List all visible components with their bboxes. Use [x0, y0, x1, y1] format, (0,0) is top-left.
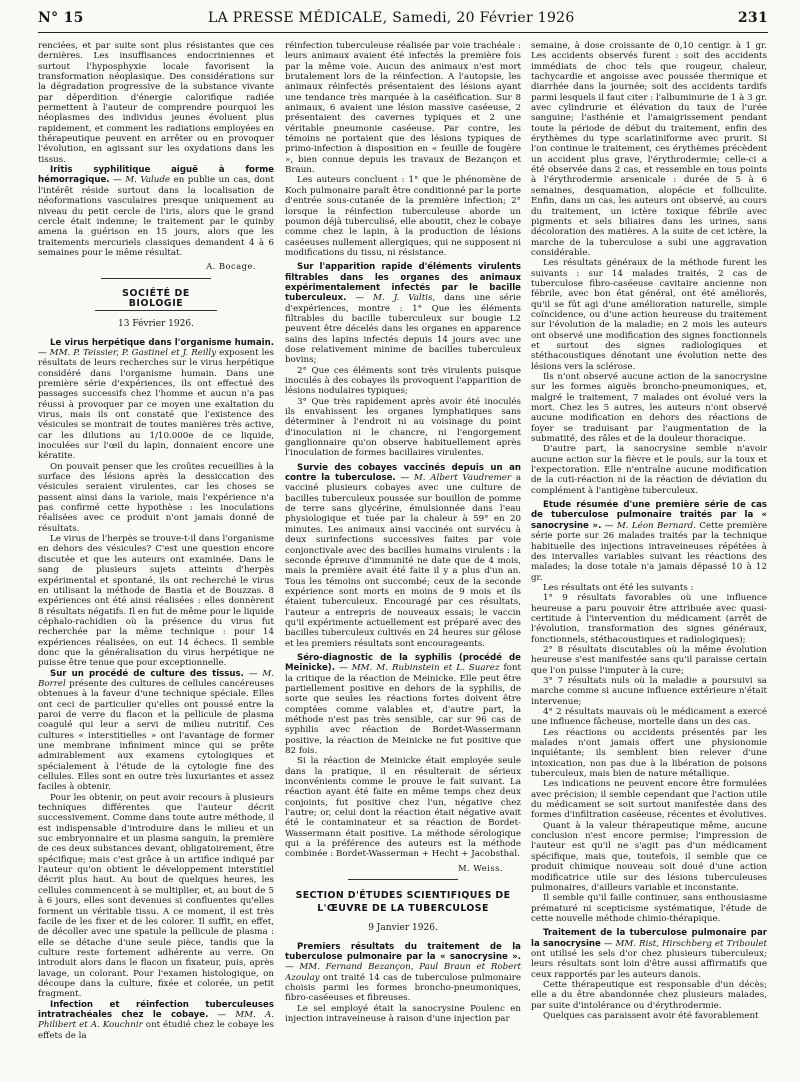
paragraph: Les indications ne peuvent encore être formulées avec précision; il semble cependant que l'action utile du médicament se soit surtout manifestée dans des formes d'infiltration caséeuse, récentes et évolutives.: [531, 779, 767, 821]
paragraph: 2° 8 résultats discutables où la même évolution heureuse s'est manifestée sans qu'il paraisse certain que l'on puisse l'imputer à la cure;: [531, 644, 767, 676]
article-text: Cette première série porte sur 26 malades traités par la technique habituelle des injections intraveineuses répétées à des intervalles variables suivant les réactions des malades; la dose totale n'a jamais dépassé 10 à 12 gr.: [531, 520, 767, 583]
paragraph: Les résultats généraux de la méthode furent les suivants : sur 14 malades traités, 2 cas de tuberculose fibro-caséeuse cavitaire ancienne non fébrile, avec bon état général, ont été améliorés, qu'il se fût agi d'une amélioration naturelle, simple coïncidence, ou d'une action heureuse du traitement sur l'évolution de la maladie; en 2 mois les auteurs ont observé une modification des signes fonctionnels et surtout des signes radiologiques et stéthacoustiques dénotant une évolution nette des lésions vers la sclérose.: [531, 258, 767, 372]
article-survie: [285, 463, 521, 649]
article-culture: [38, 669, 274, 793]
article-text: ont étudié chez le cobaye les effets de la: [38, 1020, 274, 1041]
paragraph: 3° Que très rapidement après avoir été inoculés ils envahissent les organes lymphatiques sans déterminer à l'endroit ni au voisinage du point d'inoculation ni le chancre, ni l'engorgement ganglionnaire qu'on observe habituellement après l'inoculation de formes bacillaires virulentes.: [285, 396, 521, 459]
article-infection: [38, 1000, 274, 1041]
article-heading: Iritis syphilitique aiguë à forme hémorragique.: [38, 165, 274, 186]
paragraph: On pouvait penser que les croûtes recueillies à la surface des lésions après la dessiccation des vésicules seraient virulentes, car les choses se passent ainsi dans la variole, mais l'expérience n'a pas confirmé cette hypothèse : les inoculations réalisées avec ce produit n'ont jamais donné de résultats.: [38, 461, 274, 534]
article-heading: Le virus herpétique dans l'organisme humain.: [50, 337, 274, 348]
article-heading: Sur un procédé de culture des tissus.: [50, 668, 244, 679]
paragraph: D'autre part, la sanocrysine semble n'avoir aucune action sur la fièvre et le pouls, sur la toux et l'expectoration. Elle n'entraîne aucune modification de la cuti-réaction ni de la réaction de déviation du complément à l'antigène tuberculeux.: [531, 444, 767, 496]
article-text: ont traité 14 cas de tuberculose pulmonaire choisis parmi les formes broncho-pneumoniques, fibro-caséeuses et fibreuses.: [285, 972, 521, 1004]
paragraph: Les résultats ont été les suivants :: [543, 582, 694, 593]
article-heading: Séro-diagnostic de la syphilis (procédé de Meinicke).: [285, 652, 521, 674]
article-text: exposent les résultats de leurs recherches sur le virus herpétique considéré dans l'organisme humain. Dans une première série d'expériences, ils ont effectué des passages successifs chez l'homme et aucun n'a pas réussi à provoquer par ce moyen une exaltation du virus, mais ils ont constaté que l'existence des vésicules se montrait de toutes manières très active, car les dilutions au 1/10.000e de ce liquide, inoculées sur l'œil du lapin, donnaient encore une kératite.: [38, 347, 274, 462]
article-heading: Premiers résultats du traitement de la tuberculose pulmonaire par la « sanocrysine ».: [285, 941, 521, 962]
article-virus: [38, 338, 274, 462]
article-iritis: [38, 165, 274, 258]
article-author: — M. Borrel: [38, 668, 274, 689]
signature: M. Weiss.: [458, 862, 503, 873]
paragraph: Si la réaction de Meinicke était employée seule dans la pratique, il en résulterait de sérieux inconvénients comme le prouve le fait suivant. La réaction ayant été faite en même temps chez deux conjoints, fut positive chez l'un, négative chez l'autre; or, celui dont la réaction était négative avait été le contaminateur et sa réaction de Bordet-Wassermann était positive. La méthode sérologique qui a la préférence des auteurs est la méthode combinée : Bordet-Wasserman + Hecht + Jacobsthal.: [285, 756, 521, 860]
paragraph: Le sel employé était la sanocrysine Poulenc en injection intraveineuse à raison d'une injection par: [285, 1003, 521, 1024]
paragraph: 3° 7 résultats nuls où la maladie a poursuivi sa marche comme si aucune influence extérieure n'était intervenue;: [531, 675, 767, 707]
article-text: font la critique de la réaction de Meinicke. Elle peut être partiellement positive en dehors de la syphilis, de sorte que seules les réactions fortes doivent être comptées comme valables et, d'autre part, la méthode n'est pas très sensible, car sur 96 cas de syphilis avec réaction de Bordet-Wassermann positive, la réaction de Meinicke ne fut positive que 82 fois.: [285, 663, 521, 757]
article-filtrable: [285, 262, 521, 365]
article-author: — MM. A. Philibert et A. Kouchnir: [38, 1009, 274, 1031]
article-author: — MM. P. Teissier, P. Gastinel et J. Reilly: [38, 347, 217, 358]
section-date: 9 Janvier 1926.: [368, 923, 438, 934]
article-etude: [531, 500, 767, 583]
article-traitement: [531, 928, 767, 980]
signature: A. Bocage.: [206, 261, 256, 272]
article-text: a vacciné plusieurs cobayes avec une culture de bacilles tuberculeux poussée sur bouillon de pomme de terre sans glycérine, émulsionnée dans l'eau physiologique et tuée par la chaleur à 59° en 20 minutes. Les animaux ainsi vaccinés ont survécu à deux surinfections successives faites par voie conjonctivale avec des bacilles humains virulents : la seconde épreuve d'immunité ne date que de 4 mois, mais la première avait été faite il y a plus d'un an. Tous les témoins ont succombé; ceux de la seconde expérience sont morts en moins de 9 mois et ils étaient tuberculeux. Encouragé par ces résultats, l'auteur a entrepris de nouveaux essais; le vaccin qu'il expérimente actuellement est préparé avec des bacilles tuberculeux cultivés en 24 heures sur gélose et les premiers résultats sont encourageants.: [285, 473, 521, 649]
paragraph: Les auteurs concluent : 1° que le phénomène de Koch pulmonaire paraît être conditionné par la porte d'entrée sous-cutanée de la première infection; 2° lorsque la réinfection tuberculeuse aborde un poumon déjà tuberculisé, elle aboutit, chez le cobaye comme chez le lapin, à la production de lésions caséeuses nullement allergiques, qui ne supposent ni modifications du tissu, ni résistance.: [285, 175, 521, 258]
article-heading: Sur l'apparition rapide d'éléments virulents filtrables dans les organes des animaux expérimentalement infectés par le bacille tuberculeux.: [285, 262, 521, 304]
header-rule: [38, 32, 768, 33]
paragraph: Les réactions ou accidents présentés par les malades n'ont jamais offert une physionomie inquiétante; ils semblent bien relever d'une intoxication, non pas due à la libération de poisons tuberculeux, mais bien de nature métallique.: [531, 727, 767, 780]
article-heading: Infection et réinfection tuberculeuses intratrachéales chez le cobaye.: [38, 999, 274, 1020]
article-text: ont utilisé les sels d'or chez plusieurs tuberculeux; leurs résultats sont loin d'être aussi affirmatifs que ceux rapportés par les auteurs danois.: [531, 948, 767, 980]
section-divider: [348, 879, 458, 880]
article-text: présente des cultures de cellules cancéreuses obtenues à la faveur d'une technique spéciale. Elles ont ceci de particulier qu'elles ont poussé entre la paroi de verre du flacon et la pellicule de plasma coagulé qui leur a servi de milieu nutritif. Ces cultures « interstitielles » ont l'avantage de former une membrane infiniment mince qui se prête admirablement aux examens cytologiques et spécialement à l'étude de la cytologie fine des cellules. Elles sont en outre très luxuriantes et assez faciles à obtenir.: [38, 678, 274, 793]
article-heading: Traitement de la tuberculose pulmonaire par la sanocrysine: [531, 928, 767, 949]
article-premiers: [285, 942, 521, 1004]
journal-title: LA PRESSE MÉDICALE, Samedi, 20 Février 1926: [208, 10, 575, 26]
issue-number: N° 15: [38, 10, 84, 26]
article-author: — MM. Fernand Bezançon, Paul Braun et Robert Azoulay: [285, 962, 521, 983]
paragraph: Cette thérapeutique est responsable d'un décès; elle a du être abandonnée chez plusieurs malades, par suite d'intolérance ou d'érythrodermie.: [531, 979, 767, 1011]
paragraph: Il semble qu'il faille continuer, sans enthousiasme prématuré ni scepticisme systématique, l'étude de cette nouvelle méthode chimio-thérapique.: [531, 893, 767, 924]
article-author: — MM. Rist, Hirschberg et Triboulet: [603, 938, 767, 949]
article-author: — M. Valude: [113, 175, 171, 186]
column-3: [531, 41, 767, 1071]
article-author: — M. Albert Vaudremer: [400, 473, 512, 484]
article-author: — MM. M. Rubinstein et L. Suarez: [339, 663, 500, 674]
paragraph: renciées, et par suite sont plus résistantes que ces dernières. Les insuffisances endocriniennes et surtout l'hyposphyxie locale favorisent la transformation néoplasique. Des considérations sur la dégradation progressive de la substance vivante par déperdition d'énergie calorifique radiée permettent à l'auteur de comprendre pourquoi les néoplasmes des individus jeunes évoluent plus rapidement, et comment les radiations employées en thérapeutique peuvent en arrêter ou en provoquer l'évolution, en agissant sur les oxydations dans les tissus.: [38, 41, 274, 165]
article-sero: [285, 653, 521, 756]
paragraph: réinfection tuberculeuse réalisée par voie trachéale : leurs animaux avaient été infectés la première fois par la même voie. Aucun des animaux n'est mort brutalement lors de la réinfection. A l'autopsie, les animaux réinfectés présentaient des lésions ayant une tendance très marquée à la caséification. Sur 8 animaux, 6 avaient une lésion massive caséeuse, 2 présentaient des cavernes typiques et 2 une véritable pneumonie caséeuse. Par contre, les témoins ne portaient que des lésions typiques de primo-infection à disposition en « feuille de fougère », bien connue depuis les travaux de Bezançon et Braun.: [285, 41, 521, 176]
paragraph: Quelques cas paraissent avoir été favorablement: [543, 1010, 759, 1021]
page-number: 231: [737, 10, 768, 26]
article-author: — M. J. Valtis,: [355, 293, 436, 304]
page-header: [38, 10, 768, 34]
column-2: [285, 41, 521, 1071]
section-title: SOCIÉTÉ DE BIOLOGIE: [95, 289, 217, 312]
paragraph: Ils n'ont observé aucune action de la sanocrysine sur les formes aiguës broncho-pneumoniques, et, malgré le traitement, 7 malades ont évolué vers la mort. Chez les 5 autres, les auteurs n'ont observé aucune modification en dehors des réactions de foyer se traduisant par l'augmentation de la submatité, des râles et de la douleur thoracique.: [531, 372, 767, 445]
article-text: dans une série d'expériences, montre : 1° Que les éléments filtrables du bacille tuberculeux sur bougie L2 peuvent être décelés dans les organes en apparence sains des lapins infectés depuis 14 jours avec une dose relativement minime de bacilles tuberculeux bovins;: [285, 293, 521, 366]
column-1: [38, 41, 274, 1071]
paragraph: Le virus de l'herpès se trouve-t-il dans l'organisme en dehors des vésicules? C'est une question encore discutée et que les auteurs ont examinée. Dans le sang de plusieurs sujets atteints d'herpès expérimental et spontané, ils ont recherché le virus en utilisant la méthode de Bastia et de Bouzzas. 8 expériences ont été ainsi réalisées : elles donnèrent 8 résultats négatifs. Il en fut de même pour le liquide céphalo-rachidien où la présence du virus fut recherchée par la même technique : pour 14 expériences réalisées, on eut 14 échecs. Il semble donc que la généralisation du virus herpétique ne puisse être tenue que pour exceptionnelle.: [38, 534, 274, 669]
article-text: en publie un cas, dont l'intérêt réside surtout dans la localisation de néoformations vasculaires presque uniquement au niveau du petit cercle de l'iris, alors que le grand cercle était indemne; le traitement par le quinby amena la guérison en 15 jours, alors que les traitements mercuriels classiques demandent 4 à 6 semaines pour le même résultat.: [38, 175, 274, 258]
section-divider: [101, 278, 211, 279]
article-heading: Survie des cobayes vaccinés depuis un an contre la tuberculose.: [285, 462, 521, 484]
paragraph: Pour les obtenir, on peut avoir recours à plusieurs techniques différentes que l'auteur décrit successivement. Comme dans toute autre méthode, il est indispensable d'introduire dans le milieu et un suc embryonnaire et un plasma sanguin, la première de ces deux substances devant, obligatoirement, être spécifique; mais c'est grâce à un artifice indiqué par l'auteur qu'on obtient le développement interstitiel décrit plus haut. Au bout de quelques heures, les cellules commencent à se multiplier, et, au bout de 5 à 6 jours, elles sont devenues si confluentes qu'elles forment un véritable tissu. A ce moment, il est très facile de les fixer et de les colorer. Il suffit, en effet, de décoller avec une spatule la pellicule de plasma : elle se détache d'une seule pièce, tandis que la culture reste fortement adhérente au verre. On introduit alors dans le flacon un fixateur, puis, après lavage, un colorant. Pour l'examen histologique, on découpe dans la culture, fixée et colorée, un petit fragment.: [38, 792, 274, 1000]
section-date: 13 Février 1926.: [118, 319, 194, 330]
paragraph: 4° 2 résultats mauvais où le médicament a exercé une influence fâcheuse, mortelle dans un des cas.: [531, 707, 767, 728]
paragraph: Quant à la valeur thérapeutique même, aucune conclusion n'est encore permise; l'impression de l'auteur est qu'il ne s'agit pas d'un médicament spécifique, mais que, toutefois, il semble que ce produit chimique nouveau soit doué d'une action modificatrice utile sur des lésions tuberculeuses pulmonaires, d'ailleurs variable et inconstante.: [531, 820, 767, 893]
paragraph: 2° Que ces éléments sont très virulents puisque inoculés à des cobayes ils provoquent l'apparition de lésions nodulaires typiques;: [285, 365, 521, 397]
article-heading: Etude résumée d'une première série de cas de tuberculose pulmonaire traités par la « sanocrysine ».: [531, 500, 767, 531]
paragraph: 1° 9 résultats favorables où une influence heureuse a paru pouvoir être attribuée avec quasi-certitude à l'intervention du médicament (arrêt de l'évolution, transformation des signes généraux, fonctionnels, stéthacoustiques et radiologiques);: [531, 593, 767, 645]
paragraph: semaine, à dose croissante de 0,10 centigr. à 1 gr. Les accidents observés furent : soit des accidents immédiats de choc tels que rougeur, chaleur, tachycardie et angoisse avec poussée thermique et diarrhée dans la journée; soit des accidents tardifs parmi lesquels il faut citer : l'albuminurie de 1 à 3 gr. avec cylindrurie et élévation du taux de l'urée sanguine; l'asthénie et l'amaigrissement pendant toute la période de début du traitement, enfin des érythèmes du type scarlatiniforme avec prurit. Si l'on continue le traitement, ces érythèmes précèdent un accident plus grave, l'érythrodermie; celle-ci a été observée dans 2 cas, et ressemble en tous points à l'érythrodermie arsenicale : durée de 5 à 6 semaines, desquamation, alopécie et folliculite. Enfin, dans un cas, les auteurs ont observé, au cours du traitement, un ictère toxique fébrile avec pigments et sels biliaires dans les urines, sans décoloration des matières. A la suite de cet ictère, la marche de la tuberculose a subi une aggravation considérable.: [531, 41, 767, 258]
section-title: SECTION D'ÉTUDES SCIENTIFIQUES DE L'ŒUVRE DE LA TUBERCULOSE: [295, 890, 511, 914]
article-author: — M. Léon Bernard.: [604, 520, 696, 531]
